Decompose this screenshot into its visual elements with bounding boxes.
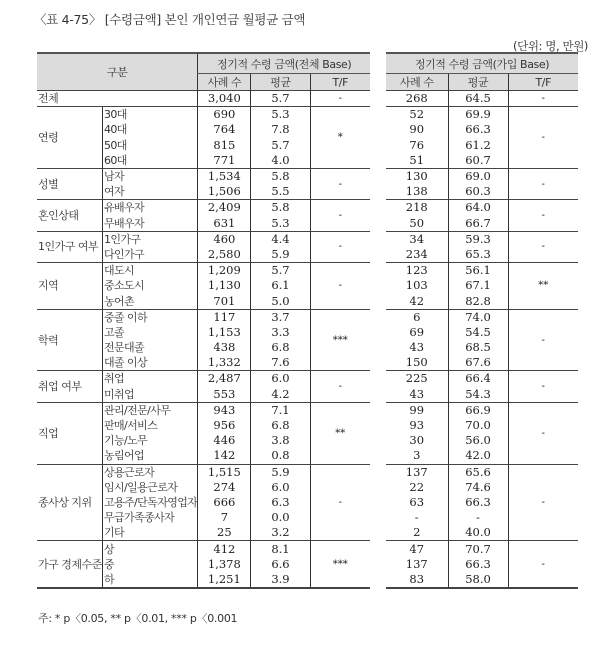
table-row [37, 371, 370, 387]
mean-cell: 61.2 [448, 138, 508, 153]
mean-cell: 74.0 [448, 309, 508, 325]
mean-cell: 5.0 [251, 293, 310, 309]
header-count: 사례 수 [198, 74, 251, 91]
table-row [386, 168, 578, 184]
count-cell: 943 [198, 402, 251, 418]
count-cell: 2,409 [198, 200, 251, 216]
mean-cell: 5.8 [251, 200, 310, 216]
count-cell: 83 [386, 572, 448, 588]
count-cell: 446 [198, 433, 251, 448]
tf-cell: - [508, 464, 578, 541]
mean-cell: 5.7 [251, 91, 310, 107]
mean-cell: 3.9 [251, 572, 310, 588]
category-label: 학력 [37, 309, 102, 371]
header-mean: 평균 [251, 74, 310, 91]
header-group-subscriber-base: 정기적 수령 금액(가입 Base) [386, 53, 578, 74]
subcategory-label: 농림어업 [102, 448, 197, 464]
count-cell: 2 [413, 525, 421, 540]
tf-cell: *** [310, 541, 370, 588]
mean-cell: 3.3 [251, 325, 310, 340]
table-row [386, 541, 578, 557]
header-category: 구분 [37, 53, 198, 91]
header-tf: T/F [508, 74, 578, 91]
count-cell: - [414, 510, 419, 525]
table-row [386, 107, 578, 123]
mean-cell: 67.1 [448, 278, 508, 293]
count-cell: 137 [386, 464, 448, 480]
tf-cell: - [508, 168, 578, 199]
tf-cell: - [310, 200, 370, 231]
count-cell: 1,332 [198, 355, 251, 371]
count-cell: 117 [198, 309, 251, 325]
count-cell: 99 [386, 402, 448, 418]
count-cell: 225 [386, 371, 448, 387]
subcategory-label: 여자 [102, 184, 197, 200]
subcategory-label: 하 [102, 572, 197, 588]
count-cell: 460 [198, 231, 251, 247]
mean-cell: 59.3 [448, 231, 508, 247]
count-cell: 1,209 [198, 263, 251, 279]
subcategory-label: 상용근로자 [102, 464, 197, 480]
count-cell: 956 [198, 418, 251, 433]
subcategory-label: 40대 [102, 122, 197, 137]
mean-cell: 42.0 [448, 448, 508, 464]
mean-cell: 56.0 [448, 433, 508, 448]
table-all-base [37, 52, 370, 589]
count-cell: 30 [409, 433, 425, 448]
subcategory-label: 50대 [102, 138, 197, 153]
count-cell: 93 [409, 418, 425, 433]
footnote: 주: * p〈0.05, ** p〈0.01, *** p〈0.001 [38, 612, 238, 625]
mean-cell: 74.6 [448, 480, 508, 495]
subcategory-label: 남자 [102, 168, 197, 184]
mean-cell: 4.4 [251, 231, 310, 247]
mean-cell: 6.6 [251, 557, 310, 572]
subcategory-label: 다인가구 [102, 247, 197, 263]
mean-cell: 7.1 [251, 402, 310, 418]
count-cell: 25 [198, 525, 251, 541]
header-mean: 평균 [448, 74, 508, 91]
count-cell: 130 [386, 168, 448, 184]
count-cell: 690 [198, 107, 251, 123]
count-cell: 50 [409, 215, 425, 230]
category-label: 지역 [37, 263, 102, 310]
tf-cell: ** [310, 402, 370, 464]
count-cell: 3 [413, 448, 421, 463]
mean-cell: 64.5 [448, 91, 508, 107]
subcategory-label: 기타 [102, 525, 197, 541]
count-cell: 438 [198, 340, 251, 355]
subcategory-label: 대졸 이상 [102, 355, 197, 371]
count-cell: 43 [409, 386, 425, 401]
subcategory-label: 중졸 이하 [102, 309, 197, 325]
header-count: 사례 수 [386, 74, 448, 91]
mean-cell: 65.6 [448, 464, 508, 480]
count-cell: 47 [386, 541, 448, 557]
table-row [386, 231, 578, 247]
mean-cell: 64.0 [448, 200, 508, 216]
header-tf: T/F [310, 74, 370, 91]
count-cell: 1,251 [198, 572, 251, 588]
table-row [386, 200, 578, 216]
mean-cell: 6.3 [251, 495, 310, 510]
mean-cell: 4.2 [251, 387, 310, 403]
count-cell: 1,515 [198, 464, 251, 480]
category-label: 가구 경제수준 [37, 541, 102, 588]
tf-cell: - [508, 371, 578, 402]
subcategory-label: 취업 [102, 371, 197, 387]
category-label: 직업 [37, 402, 102, 464]
tf-cell: - [508, 541, 578, 588]
count-cell: 218 [386, 200, 448, 216]
count-cell: 234 [405, 246, 428, 261]
table-row [37, 541, 370, 557]
count-cell: 771 [198, 153, 251, 169]
mean-cell: 5.3 [251, 107, 310, 123]
table-row [37, 263, 370, 279]
category-label: 성별 [37, 168, 102, 199]
table-title: 〈표 4-75〉 [수령금액] 본인 개인연금 월평균 금액 [34, 12, 306, 27]
mean-cell: 5.9 [251, 247, 310, 263]
count-cell: 274 [198, 480, 251, 495]
count-cell: 3,040 [198, 91, 251, 107]
count-cell: 63 [409, 494, 425, 509]
mean-cell: 6.0 [251, 480, 310, 495]
count-cell: 22 [409, 479, 425, 494]
subcategory-label: 미취업 [102, 387, 197, 403]
count-cell: 76 [409, 137, 425, 152]
mean-cell: 0.0 [251, 510, 310, 525]
table-row [37, 231, 370, 247]
mean-cell: 54.5 [448, 325, 508, 340]
category-label: 종사상 지위 [37, 464, 102, 541]
tf-cell: - [310, 464, 370, 541]
mean-cell: 70.7 [448, 541, 508, 557]
count-cell: 142 [198, 448, 251, 464]
mean-cell: 8.1 [251, 541, 310, 557]
subcategory-label: 대도시 [102, 263, 197, 279]
table-row [37, 168, 370, 184]
tf-cell: - [310, 168, 370, 199]
count-cell: 43 [409, 340, 425, 355]
tf-cell: *** [310, 309, 370, 371]
mean-cell: 70.0 [448, 418, 508, 433]
tf-cell: - [310, 231, 370, 262]
mean-cell: 66.3 [448, 557, 508, 572]
table-row [386, 309, 578, 325]
subcategory-label: 중 [102, 557, 197, 572]
count-cell: 42 [409, 293, 425, 308]
mean-cell: 5.9 [251, 464, 310, 480]
count-cell: 90 [409, 122, 425, 137]
tf-cell: * [310, 107, 370, 169]
table-row [386, 263, 578, 279]
count-cell: 412 [198, 541, 251, 557]
count-cell: 815 [198, 138, 251, 153]
tf-cell: - [508, 231, 578, 262]
mean-cell: 3.7 [251, 309, 310, 325]
count-cell: 137 [405, 556, 428, 571]
count-cell: 553 [198, 387, 251, 403]
subcategory-label: 전문대졸 [102, 340, 197, 355]
table-row [386, 464, 578, 480]
subcategory-label: 농어촌 [102, 293, 197, 309]
count-cell: 701 [198, 293, 251, 309]
row-label: 전체 [37, 91, 198, 107]
count-cell: 1,534 [198, 168, 251, 184]
subcategory-label: 상 [102, 541, 197, 557]
subcategory-label: 60대 [102, 153, 197, 169]
mean-cell: 67.6 [448, 355, 508, 371]
count-cell: 631 [198, 216, 251, 232]
count-cell: 103 [405, 278, 428, 293]
subcategory-label: 고졸 [102, 325, 197, 340]
mean-cell: 69.0 [448, 168, 508, 184]
count-cell: 1,130 [198, 278, 251, 293]
mean-cell: 69.9 [448, 107, 508, 123]
subcategory-label: 무배우자 [102, 216, 197, 232]
count-cell: 34 [386, 231, 448, 247]
table-row [37, 464, 370, 480]
table-row [386, 402, 578, 418]
tf-cell: - [310, 91, 370, 107]
count-cell: 51 [409, 152, 425, 167]
table-row [386, 371, 578, 387]
subcategory-label: 30대 [102, 107, 197, 123]
table-subscriber-base [386, 52, 578, 589]
table-row [37, 107, 370, 123]
count-cell: 150 [405, 355, 428, 370]
category-label: 1인가구 여부 [37, 231, 102, 262]
tf-cell: - [310, 263, 370, 310]
mean-cell: 66.7 [448, 216, 508, 232]
mean-cell: 66.3 [448, 122, 508, 137]
count-cell: 7 [198, 510, 251, 525]
mean-cell: 60.3 [448, 184, 508, 200]
count-cell: 52 [386, 107, 448, 123]
count-cell: 268 [386, 91, 448, 107]
count-cell: 2,487 [198, 371, 251, 387]
count-cell: 6 [386, 309, 448, 325]
tf-cell: ** [508, 263, 578, 310]
mean-cell: 4.0 [251, 153, 310, 169]
mean-cell: 68.5 [448, 340, 508, 355]
tf-cell: - [508, 107, 578, 169]
count-cell: 1,506 [198, 184, 251, 200]
mean-cell: 5.7 [251, 138, 310, 153]
mean-cell: 58.0 [448, 572, 508, 588]
mean-cell: 66.3 [448, 495, 508, 510]
mean-cell: 60.7 [448, 153, 508, 169]
subcategory-label: 임시/일용근로자 [102, 480, 197, 495]
subcategory-label: 관리/전문/사무 [102, 402, 197, 418]
unit-label: (단위: 명, 만원) [513, 39, 588, 53]
tf-cell: - [508, 200, 578, 231]
mean-cell: 5.8 [251, 168, 310, 184]
subcategory-label: 유배우자 [102, 200, 197, 216]
tf-cell: - [508, 91, 578, 107]
mean-cell: 7.8 [251, 122, 310, 137]
mean-cell: 56.1 [448, 263, 508, 279]
mean-cell: 66.9 [448, 402, 508, 418]
mean-cell: 6.8 [251, 340, 310, 355]
count-cell: 1,378 [198, 557, 251, 572]
mean-cell: 5.3 [251, 216, 310, 232]
count-cell: 138 [405, 184, 428, 199]
mean-cell: - [448, 510, 508, 525]
mean-cell: 6.0 [251, 371, 310, 387]
table-row-total [37, 91, 370, 107]
count-cell: 764 [198, 122, 251, 137]
mean-cell: 54.3 [448, 387, 508, 403]
category-label: 취업 여부 [37, 371, 102, 402]
count-cell: 123 [386, 263, 448, 279]
category-label: 연령 [37, 107, 102, 169]
count-cell: 1,153 [198, 325, 251, 340]
subcategory-label: 고용주/단독자영업자 [103, 495, 198, 509]
tf-cell: - [310, 371, 370, 402]
subcategory-label: 중소도시 [102, 278, 197, 293]
table-row [37, 200, 370, 216]
subcategory-label: 판매/서비스 [102, 418, 197, 433]
count-cell: 2,580 [198, 247, 251, 263]
table-row [37, 309, 370, 325]
mean-cell: 0.8 [251, 448, 310, 464]
mean-cell: 82.8 [448, 293, 508, 309]
subcategory-label: 기능/노무 [102, 433, 197, 448]
mean-cell: 5.7 [251, 263, 310, 279]
category-label: 혼인상태 [37, 200, 102, 231]
table-row-total [386, 91, 578, 107]
count-cell: 666 [198, 495, 251, 510]
subcategory-label: 무급가족종사자 [102, 510, 197, 525]
mean-cell: 6.1 [251, 278, 310, 293]
mean-cell: 3.2 [251, 525, 310, 541]
count-cell: 69 [409, 324, 425, 339]
mean-cell: 40.0 [448, 525, 508, 541]
subcategory-label: 1인가구 [102, 231, 197, 247]
mean-cell: 6.8 [251, 418, 310, 433]
tf-cell: - [508, 402, 578, 464]
header-group-all-base: 정기적 수령 금액(전체 Base) [198, 53, 370, 74]
mean-cell: 7.6 [251, 355, 310, 371]
mean-cell: 3.8 [251, 433, 310, 448]
mean-cell: 5.5 [251, 184, 310, 200]
mean-cell: 66.4 [448, 371, 508, 387]
tf-cell: - [508, 309, 578, 371]
table-row [37, 402, 370, 418]
mean-cell: 65.3 [448, 247, 508, 263]
